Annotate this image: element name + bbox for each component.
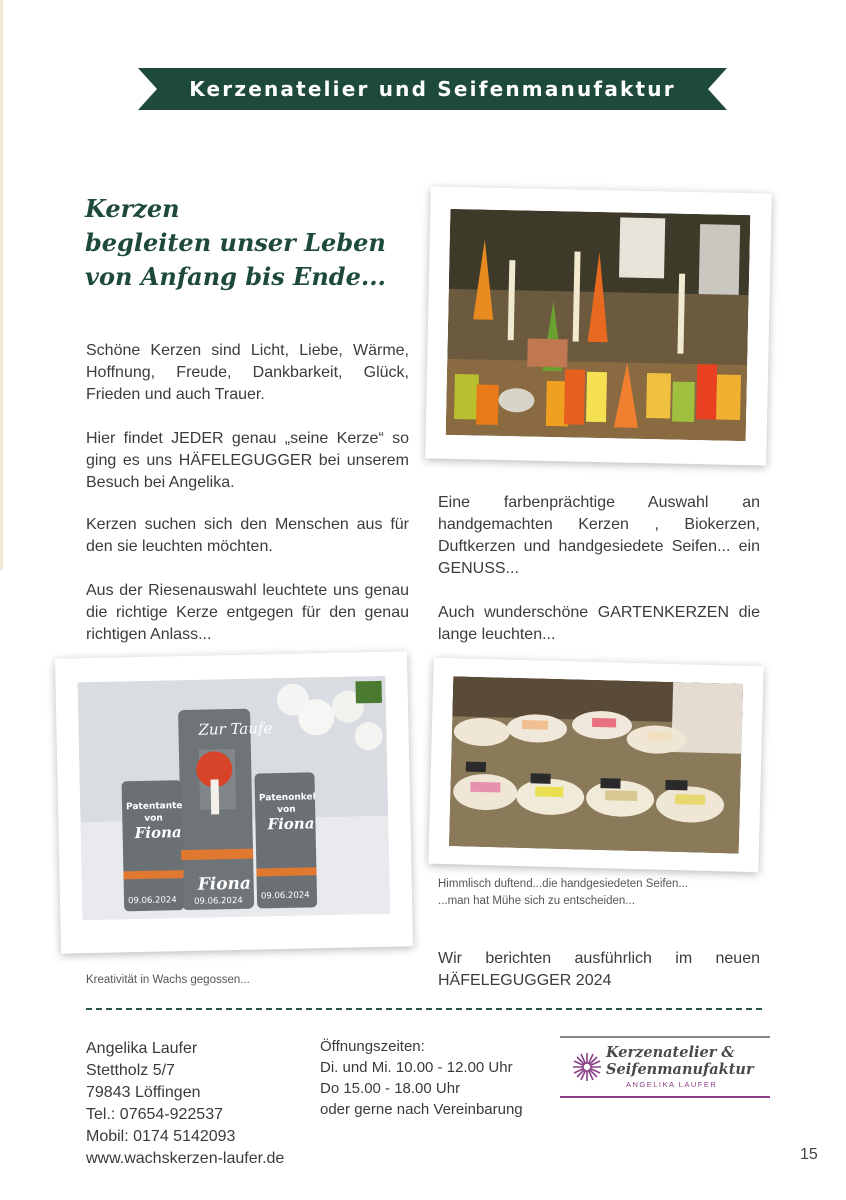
caption-soaps-line-2: ...man hat Mühe sich zu entscheiden... xyxy=(438,895,635,907)
soaps-image xyxy=(449,676,743,854)
logo-line-1: Kerzenatelier & xyxy=(606,1044,735,1061)
candle-shop-image xyxy=(446,209,751,441)
paragraph-gartenkerzen: Auch wunderschöne GARTENKERZEN die lange leuchten... xyxy=(438,604,760,643)
candle-label-patentante: Patentante xyxy=(125,801,183,813)
contact-city: 79843 Löffingen xyxy=(86,1084,201,1101)
candle-date-left: 09.06.2024 xyxy=(127,895,177,907)
paragraph-jeder: Hier findet JEDER genau „seine Kerze“ so ging es uns HÄFELEGUGGER bei unserem Besuch bei Angelika. xyxy=(86,430,409,491)
soaps-photo xyxy=(428,658,763,873)
candle-label-patenonkel: Patenonkel xyxy=(258,792,316,804)
contact-phone: Tel.: 07654-922537 xyxy=(86,1106,223,1123)
paragraph-menschen: Kerzen suchen sich den Menschen aus für den sie leuchten möchten. xyxy=(86,516,409,555)
candle-label-fiona-left: Fiona xyxy=(134,823,182,843)
candle-label-von-left: von xyxy=(144,813,163,824)
contact-street: Stettholz 5/7 xyxy=(86,1062,175,1079)
logo-bottom-rule xyxy=(560,1096,770,1098)
brand-logo xyxy=(560,1036,770,1098)
logo-top-rule xyxy=(560,1036,770,1038)
candle-date-center: 09.06.2024 xyxy=(193,895,243,907)
caption-candles: Kreativität in Wachs gegossen... xyxy=(86,974,250,986)
contact-block xyxy=(86,1038,284,1170)
logo-line-3: ANGELIKA LAUFER xyxy=(626,1080,718,1089)
page-number: 15 xyxy=(800,1146,818,1163)
candle-date-right: 09.06.2024 xyxy=(260,890,310,902)
headline-line-3: von Anfang bis Ende... xyxy=(85,262,386,291)
candle-shop-photo xyxy=(425,186,772,465)
paragraph-farbenpraechtig: Eine farbenprächtige Auswahl an handgemachten Kerzen , Biokerzen, Duftkerzen und handgesiedete Seifen... ein GENUSS... xyxy=(438,494,760,577)
sun-star-icon xyxy=(572,1052,602,1082)
headline-line-1: Kerzen xyxy=(85,194,180,223)
contact-website-link[interactable]: www.wachskerzen-laufer.de xyxy=(86,1150,285,1167)
candle-label-von-right: von xyxy=(277,804,296,816)
baptism-candles-photo xyxy=(55,651,413,953)
candle-label-fiona-center: Fiona xyxy=(197,873,252,895)
candle-label-fiona-right: Fiona xyxy=(267,814,315,834)
headline-line-2: begleiten unser Leben xyxy=(85,228,386,257)
page-edge-line xyxy=(0,0,3,570)
report-note: Wir berichten ausführlich im neuen HÄFELEGUGGER 2024 xyxy=(438,950,760,989)
paragraph-auswahl: Aus der Riesenauswahl leuchtete uns genau die richtige Kerze entgegen für den genau richtigen Anlass... xyxy=(86,582,409,643)
dashed-divider xyxy=(86,1008,762,1010)
paragraph-intro: Schöne Kerzen sind Licht, Liebe, Wärme, Hoffnung, Freude, Dankbarkeit, Glück, Frieden und auch Trauer. xyxy=(86,342,409,403)
banner-title: Kerzenatelier und Seifenmanufaktur xyxy=(189,77,676,101)
opening-hours-line-3: oder gerne nach Vereinbarung xyxy=(320,1101,523,1118)
candle-label-zur-taufe: Zur Taufe xyxy=(198,719,273,739)
caption-soaps xyxy=(438,876,688,910)
contact-name: Angelika Laufer xyxy=(86,1040,198,1057)
opening-hours-line-1: Di. und Mi. 10.00 - 12.00 Uhr xyxy=(320,1059,513,1076)
section-banner xyxy=(138,68,727,110)
logo-line-2: Seifenmanufaktur xyxy=(606,1061,754,1078)
baptism-candles-image xyxy=(77,676,390,920)
caption-soaps-line-1: Himmlisch duftend...die handgesiedeten Seifen... xyxy=(438,878,688,890)
opening-hours-title: Öffnungszeiten: xyxy=(320,1038,425,1055)
opening-hours-line-2: Do 15.00 - 18.00 Uhr xyxy=(320,1080,461,1097)
contact-mobile: Mobil: 0174 5142093 xyxy=(86,1128,236,1145)
headline xyxy=(85,192,415,294)
opening-hours xyxy=(320,1036,523,1120)
